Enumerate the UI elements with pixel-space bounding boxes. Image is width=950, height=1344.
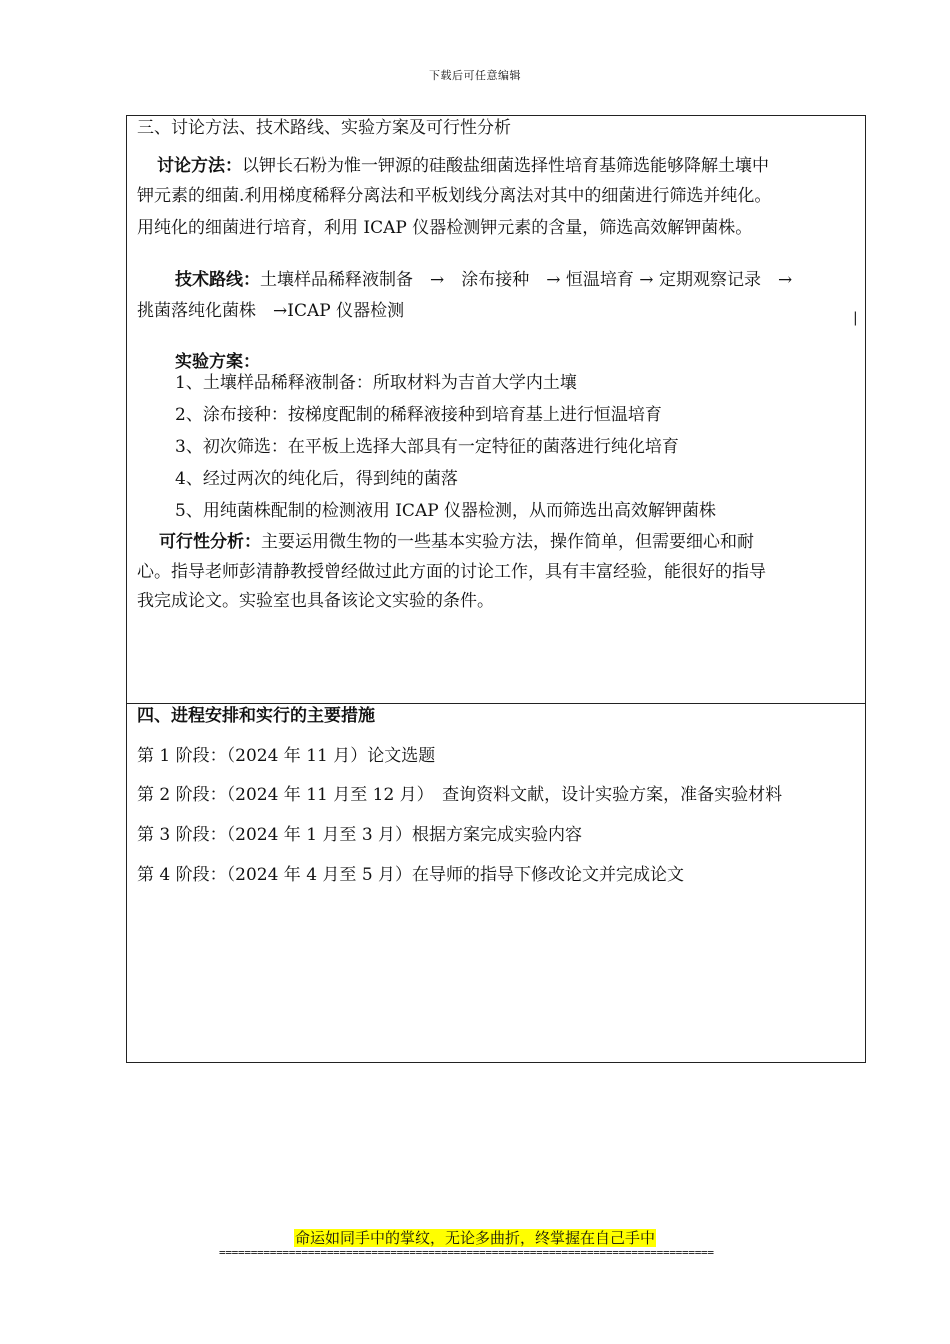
feasibility-line-1 [159,531,754,553]
plan-item: 3、初次筛选：在平板上选择大部具有一定特征的菌落进行纯化培育 [175,437,679,457]
plan-item: 2、涂布接种：按梯度配制的稀释液接种到培育基上进行恒温培育 [175,405,662,425]
method-line-2: 钾元素的细菌.利用梯度稀释分离法和平板划线分离法对其中的细菌进行筛选并纯化。 [137,186,772,206]
header-note: 下载后可任意编辑 [429,69,521,82]
feasibility-line-2: 心。指导老师彭清静教授曾经做过此方面的讨论工作，具有丰富经验，能很好的指导 [137,562,766,582]
feasibility-line-3: 我完成论文。实验室也具备该论文实验的条件。 [137,591,494,611]
route-line-1 [175,269,792,291]
footer-rule: ============================================================================== [219,1246,714,1259]
feasibility-label: 可行性分析： [159,532,261,552]
section-schedule-box [126,703,866,1063]
plan-item: 5、用纯菌株配制的检测液用 ICAP 仪器检测，从而筛选出高效解钾菌株 [175,501,717,521]
route-text-1: 土壤样品稀释液制备 → 涂布接种 → 恒温培育 → 定期观察记录 → [260,270,793,290]
stage-item: 第 2 阶段：（2024 年 11 月至 12 月） 查询资料文献，设计实验方案，准备实验材料 [137,785,783,805]
method-text-1: 以钾长石粉为惟一钾源的硅酸盐细菌选择性培育基筛选能够降解土壤中 [242,156,769,176]
method-line-3: 用纯化的细菌进行培育，利用 ICAP 仪器检测钾元素的含量，筛选高效解钾菌株。 [137,218,753,238]
feasibility-text-1: 主要运用微生物的一些基本实验方法，操作简单，但需要细心和耐 [261,532,754,552]
plan-label: 实验方案： [175,352,260,372]
footer-quote-text: 命运如同手中的掌纹，无论多曲折，终掌握在自己手中 [294,1229,655,1247]
footer-quote [0,1227,950,1248]
method-label: 讨论方法： [157,156,242,176]
plan-item: 1、土壤样品稀释液制备：所取材料为吉首大学内土壤 [175,373,577,393]
section4-title: 四、进程安排和实行的主要措施 [137,706,375,726]
plan-item: 4、经过两次的纯化后，得到纯的菌落 [175,469,458,489]
stage-item: 第 4 阶段：（2024 年 4 月至 5 月）在导师的指导下修改论文并完成论文 [137,865,685,885]
stage-item: 第 1 阶段：（2024 年 11 月）论文选题 [137,746,436,766]
section3-title: 三、讨论方法、技术路线、实验方案及可行性分析 [137,118,511,138]
route-line-2: 挑菌落纯化菌株 →ICAP 仪器检测 [137,301,405,321]
text-cursor: | [853,310,858,326]
stage-item: 第 3 阶段：（2024 年 1 月至 3 月）根据方案完成实验内容 [137,825,583,845]
method-line-1 [157,155,769,177]
section-discussion-box [126,115,866,704]
route-label: 技术路线： [175,270,260,290]
